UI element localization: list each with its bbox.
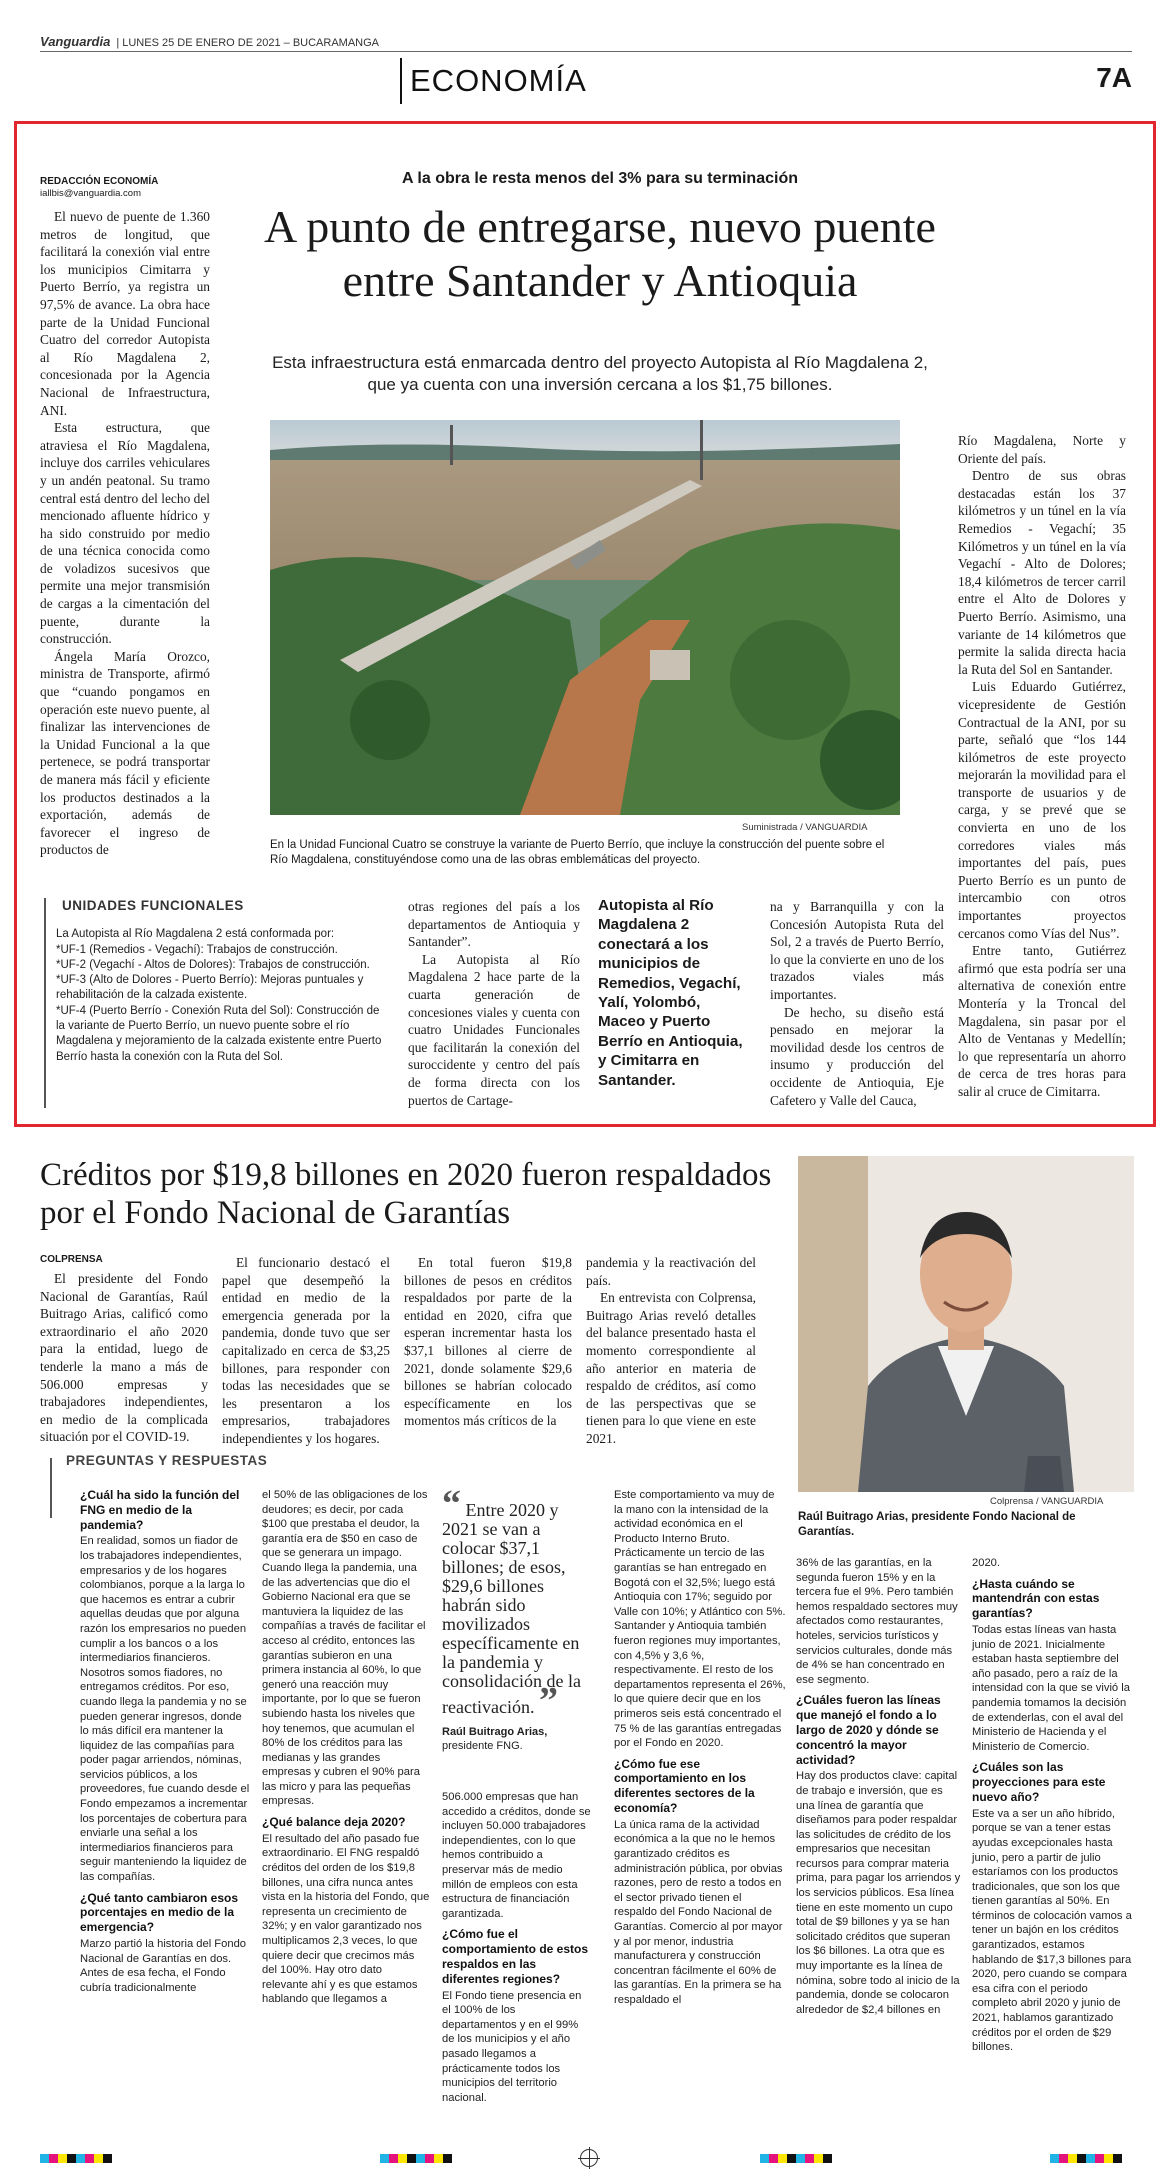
- story1-column-4: [958, 432, 1126, 1101]
- story1-column-1: [40, 176, 210, 859]
- answer: Marzo partió la historia del Fondo Nacional de Garantías en dos. Antes de esa fecha, el Fondo cubría tradicionalmente: [80, 1938, 247, 1994]
- dateline: | LUNES 25 DE ENERO DE 2021 – BUCARAMANGA: [116, 37, 379, 49]
- box-line: *UF-2 (Vegachí - Altos de Dolores): Trabajos de construcción.: [56, 958, 370, 971]
- story1-column-c: [770, 898, 944, 1109]
- close-quote-mark: ”: [538, 1680, 558, 1722]
- bridge-photo-illustration: [270, 420, 900, 815]
- paragraph: Entre tanto, Gutiérrez afirmó que esta podría ser una alternativa de conexión entre Montería y la Troncal del Magdalena, sin pasar por el Alto de Ventanas y Medellín; lo que representaría un ahorro de cerca de tres horas para salir al cruce de Cimitarra.: [958, 943, 1126, 1099]
- box-line: La Autopista al Río Magdalena 2 está conformada por:: [56, 928, 335, 941]
- portrait-photo: [798, 1156, 1134, 1492]
- paragraph: otras regiones del país a los departamentos de Antioquia y Santander”.: [408, 899, 580, 950]
- qa-column-6: [972, 1556, 1132, 2055]
- quote-text: Entre 2020 y 2021 se van a colocar $37,1 billones; de esos, $29,6 billones habrán sido movilizados específicamente en la pandemia y consolidación de la reactivación.: [442, 1500, 581, 1717]
- answer: La única rama de la actividad económica a la que no le hemos garantizado créditos es administración pública, por obvias razones, pero de resto a todos en el sector privado tienen el respaldo del Fondo Nacional de Garantías. Comercio al por mayor y al por menor, industria manufacturera y construcción concentran fácilmente el 60% de las garantías. En la primera se ha respaldado el: [614, 1818, 783, 2006]
- question: ¿Cómo fue ese comportamiento en los diferentes sectores de la economía?: [614, 1756, 755, 1816]
- paragraph: pandemia y la reactivación del país.: [586, 1255, 756, 1288]
- bridge-aerial-photo: [270, 420, 900, 815]
- question: ¿Qué balance deja 2020?: [262, 1815, 406, 1830]
- question: ¿Hasta cuándo se mantendrán con estas garantías?: [972, 1576, 1100, 1621]
- section-title: ECONOMÍA: [400, 58, 587, 104]
- answer: 506.000 empresas que han accedido a créditos, donde se incluyen 50.000 trabajadores independientes, con lo que hemos contribuido a preservar más de medio millón de empleos con esta estructura de financiación garantizada.: [442, 1791, 591, 1920]
- answer: 2020.: [972, 1557, 1000, 1569]
- brand-logo: Vanguardia: [40, 34, 111, 49]
- paragraph: Río Magdalena, Norte y Oriente del país.: [958, 433, 1126, 466]
- color-registration-bar-mid: [380, 2154, 452, 2163]
- paragraph: Dentro de sus obras destacadas están los 37 kilómetros y un túnel en la vía Remedios - Vegachí; 35 Kilómetros y un túnel en la vía Vegachí - Alto de Dolores; 18,4 kilómetros de tercer carril entre el Alto de Dolores y Puerto Berrío. Asimismo, una variante de 14 kilómetros que permite la salida directa hacia la Ruta del Sol en Santander.: [958, 468, 1126, 677]
- answer: Todas estas líneas van hasta junio de 2021. Inicialmente estaban hasta septiembre del año pasado, pero a raíz de la intensidad con la que se vivió la pandemia tomamos la decisión de extenderlas, con el aval del Ministerio de Hacienda y el Ministerio de Comercio.: [972, 1623, 1130, 1753]
- paragraph: El presidente del Fondo Nacional de Garantías, Raúl Buitrago Arias, calificó como extraordinario el año 2020 para la entidad, luego de tenderle la mano a más de 506.000 empresas y trabajadores independientes, en medio de la complicada situación por el COVID-19.: [40, 1271, 208, 1445]
- byline: REDACCIÓN ECONOMÍA: [40, 176, 159, 187]
- deck: Esta infraestructura está enmarcada dentro del proyecto Autopista al Río Magdalena 2, que ya cuenta con una inversión cercana a los $1,75 billones.: [272, 353, 928, 394]
- quote-attribution: [442, 1725, 592, 1753]
- question: ¿Cuáles fueron las líneas que manejó el fondo a lo largo de 2020 y dónde se concentró la mayor actividad?: [796, 1693, 941, 1767]
- photo-credit: Suministrada / VANGUARDIA: [742, 822, 868, 833]
- page-number: 7A: [1096, 62, 1132, 93]
- box-bracket: [44, 898, 54, 908]
- quote-name: Raúl Buitrago Arias,: [442, 1726, 548, 1738]
- question: ¿Cuál ha sido la función del FNG en medio de la pandemia?: [80, 1488, 240, 1532]
- paragraph: En total fueron $19,8 billones de pesos en créditos respaldados por parte de la entidad en 2020, cifra que esperan incrementar hasta los $37,1 billones al cierre de 2021, donde solamente $29,6 billones se habrían colocado específicamente en los momentos más críticos de la: [404, 1255, 572, 1429]
- qa-column-1: [80, 1488, 252, 1995]
- box-title: UNIDADES FUNCIONALES: [62, 898, 244, 913]
- qa-section-title: PREGUNTAS Y RESPUESTAS: [66, 1453, 268, 1468]
- portrait-illustration: [798, 1156, 1134, 1492]
- paragraph: Ángela María Orozco, ministra de Transporte, afirmó que “cuando pongamos en operación este nuevo puente, al finalizar las intervenciones de la Unidad Funcional a la que pertenece, se podrá transportar de manera más fácil y eficiente los productos destinados a la exportación, además de favorecer el ingreso de productos de: [40, 648, 210, 858]
- answer: Este va a ser un año híbrido, porque se van a tener estas ayudas excepcionales hasta junio, pero a partir de julio estaríamos con los productos tradicionales, que son los que tienen garantías al 50%. En términos de colocación vamos a tener un bajón en los créditos garantizados, estamos hablando de $17,3 billones para 2020, pero cuando se compara esa cifra con el periodo completo abril 2020 y junio de 2021, hablamos garantizado créditos por el orden de $29 billones.: [972, 1807, 1132, 2054]
- answer: Hay dos productos clave: capital de trabajo e inversión, que es una línea de garantía que diseñamos para poder respaldar las solicitudes de crédito de los empresarios que necesitan recursos para comprar materia prima, para pagar los arriendos y los servicios públicos. Esa línea tiene en este momento un cupo total de $9 billones y ya se han solicitado créditos que superan los $6 billones. La otra que es muy importante es la línea de nómina, sobre todo al inicio de la pandemia, donde se colocaron alrededor de $2,4 billones en: [796, 1770, 961, 2016]
- portrait-caption: Raúl Buitrago Arias, presidente Fondo Nacional de Garantías.: [798, 1511, 1076, 1538]
- story2-column-3: [404, 1254, 572, 1430]
- paragraph: El nuevo de puente de 1.360 metros de longitud, que facilitará la conexión vial entre los municipios Cimitarra y Puerto Berrío, ya registra un 97,5% de avance. La obra hace parte de la Unidad Funcional Cuatro del corredor Autopista al Río Magdalena 2, concesionada por la Agencia Nacional de Infraestructura, ANI.: [40, 209, 210, 418]
- kicker: A la obra le resta menos del 3% para su terminación: [402, 170, 798, 187]
- byline-2: COLPRENSA: [40, 1254, 103, 1265]
- paragraph: De hecho, su diseño está pensado en mejorar la movilidad desde los centros de insumo y producción del occidente de Antioquia, Eje Cafetero y Valle del Cauca,: [770, 1004, 944, 1108]
- box-line: *UF-1 (Remedios - Vegachí): Trabajos de construcción.: [56, 943, 338, 956]
- box-line: *UF-4 (Puerto Berrío - Conexión Ruta del Sol): Construcción de la variante de Puerto Berrío, un nuevo puente sobre el río Magdalena y mejoramiento de la calzada existente entre Puerto Berrío hasta la conexión con la Ruta del Sol.: [56, 1004, 382, 1063]
- qa-column-5: [796, 1556, 962, 2017]
- qa-column-3: [442, 1790, 592, 2105]
- color-registration-bar-right: [760, 2154, 832, 2163]
- pull-quote: [442, 1483, 592, 1753]
- registration-target-icon: [580, 2149, 598, 2167]
- answer: el 50% de las obligaciones de los deudores; es decir, por cada $100 que prestaba el deudor, la garantía era de $50 en caso de que se generara un impago. Cuando llega la pandemia, una de las advertencias que dio el Gobierno Nacional era que se mantuviera la liquidez de las compañías a través de facilitar el acceso al crédito, entonces las garantías subieron en una primera instancia al 60%, lo que generó una reacción muy importante, por lo que se fueron subiendo hasta los niveles que hoy tenemos, que acumulan el 80% de los créditos para las medianas y las grandes empresas y cubren el 90% para las micro y para las pequeñas empresas.: [262, 1489, 428, 1808]
- headline-2: Créditos por $19,8 billones en 2020 fueron respaldados por el Fondo Nacional de Garantías: [40, 1157, 772, 1231]
- question: ¿Qué tanto cambiaron esos porcentajes en medio de la emergencia?: [80, 1890, 239, 1935]
- qa-bracket: [50, 1458, 64, 1518]
- bold-pull-text: Autopista al Río Magdalena 2 conectará a los municipios de Remedios, Vegachí, Yalí, Yolombó, Maceo y Puerto Berrío en Antioquia, y Cimitarra en Santander.: [598, 897, 743, 1089]
- paragraph: na y Barranquilla y con la Concesión Autopista Ruta del Sol, 2 a través de Puerto Berrío, lo que la convierte en uno de los trazados viales más importantes.: [770, 899, 944, 1002]
- paragraph: La Autopista al Río Magdalena 2 hace parte de la cuarta generación de concesiones viales y cuenta con cuatro Unidades Funcionales que facilitarán la conexión del suroccidente y centro del país de forma directa con los puertos de Cartage-: [408, 951, 580, 1108]
- paragraph: Luis Eduardo Gutiérrez, vicepresidente de Gestión Contractual de la ANI, por su parte, señaló que “los 144 kilómetros de este proyecto mejorarán la movilidad para el transporte de usuarios y de carga, y se prevé que se convierta en uno de los corredores viales más importantes del país, pues Puerto Berrío es un punto de intercambio con otros importantes proyectos cercanos como Vías del Nus”.: [958, 679, 1126, 941]
- story1-column-b: [408, 898, 580, 1109]
- functional-units-box: [44, 898, 384, 1108]
- quote-role: presidente FNG.: [442, 1740, 523, 1752]
- qa-column-2: [262, 1488, 430, 2007]
- story2-column-1: [40, 1254, 208, 1446]
- paragraph: En entrevista con Colprensa, Buitrago Arias reveló detalles del balance presentado hasta el momento correspondiente al año anterior en materia de respaldo de créditos, así como de las perspectivas que se tienen para lo que viene en este 2021.: [586, 1290, 756, 1446]
- paragraph: Esta estructura, que atraviesa el Río Magdalena, incluye dos carriles vehiculares y un andén peatonal. Su tramo central está dentro del lecho del mencionado afluente hídrico y ha sido construido por medio de una técnica conocida como de voladizos sucesivos que permite una mejor transmisión de cargas a la cimentación del puente, durante la construcción.: [40, 420, 210, 647]
- story2-column-2: [222, 1254, 390, 1448]
- paragraph: El funcionario destacó el papel que desempeñó la entidad en medio de la emergencia generada por la pandemia, donde tuvo que ser capitalizado en cerca de $3,25 billones, para responder con todas las necesidades que se les presentaron a los empresarios, trabajadores independientes y los hogares.: [222, 1255, 390, 1446]
- answer: El Fondo tiene presencia en el 100% de los departamentos y en el 99% de los municipios y el año pasado llegamos a prácticamente todos los municipios del territorio nacional.: [442, 1989, 582, 2104]
- open-quote-mark: “: [442, 1483, 461, 1525]
- answer: 36% de las garantías, en la segunda fueron 15% y en la tercera fue el 9%. Pero también hemos respaldado sectores muy afectados como restaurantes, hoteles, servicios turísticos y servicios culturales, donde más de 4% se han concentrado en ese segmento.: [796, 1557, 958, 1686]
- answer: Este comportamiento va muy de la mano con la intensidad de la actividad económica en el Producto Interno Bruto. Prácticamente un tercio de las garantías se han entregado en Bogotá con el 32,5%; luego está Antioquia con 17%; seguido por Valle con 10%; y Atlántico con 5%. Santander y Antioquia también fueron regiones muy importantes, con 4,5% y 3,6 %, respectivamente. El resto de los departamentos representa el 26%, lo que quiere decir que en los primeros seis está concentrado el 75 % de las garantías entregadas por el Fondo en 2020.: [614, 1489, 786, 1750]
- story2-column-4: [586, 1254, 756, 1448]
- answer: En realidad, somos un fiador de los trabajadores independientes, empresarios y de los hogares colombianos, porque a la larga lo que hacemos es entrar a cubrir aquellas deudas que por alguna razón los empresarios no pueden cumplir a los bancos o a los intermediarios financieros. Nosotros somos fiadores, no entregamos créditos. Por eso, cuando llega la pandemia y no se pueden generar ingresos, donde lo más difícil era mantener la liquidez de las compañías para poder pagar arriendos, nóminas, servicios públicos, a los proveedores, fue cuando desde el Fondo empezamos a incrementar los porcentajes de cobertura para enviarle una señal a los intermediarios financieros para seguir manteniendo la liquidez de las compañías.: [80, 1535, 250, 1884]
- portrait-credit: Colprensa / VANGUARDIA: [990, 1496, 1104, 1507]
- color-registration-bar-far-right: [1050, 2154, 1122, 2163]
- box-line: *UF-3 (Alto de Dolores - Puerto Berrío): Mejoras puntuales y rehabilitación de la calzada existente.: [56, 974, 364, 1002]
- photo-caption: En la Unidad Funcional Cuatro se construye la variante de Puerto Berrío, que incluye la construcción del puente sobre el Río Magdalena, constituyéndose como una de las obras emblemáticas del proyecto.: [270, 839, 885, 866]
- color-registration-bar-left: [40, 2154, 112, 2163]
- headline: A punto de entregarse, nuevo puente entre Santander y Antioquia: [264, 201, 936, 306]
- masthead: [40, 34, 1132, 52]
- answer: El resultado del año pasado fue extraordinario. El FNG respaldó créditos del orden de los $19,8 billones, una cifra nunca antes vista en la historia del Fondo, que representa un crecimiento de 32%; y en valor garantizado nos multiplicamos 2,3 veces, lo que quiere decir que crecimos más del 100%. Hay otro dato relevante ahí y es que estamos hablando que llegamos a: [262, 1832, 430, 2006]
- question: ¿Cuáles son las proyecciones para este nuevo año?: [972, 1760, 1106, 1804]
- byline-email: iallbis@vanguardia.com: [40, 188, 141, 199]
- qa-column-4: [614, 1488, 786, 2008]
- question: ¿Cómo fue el comportamiento de estos respaldos en las diferentes regiones?: [442, 1927, 589, 1986]
